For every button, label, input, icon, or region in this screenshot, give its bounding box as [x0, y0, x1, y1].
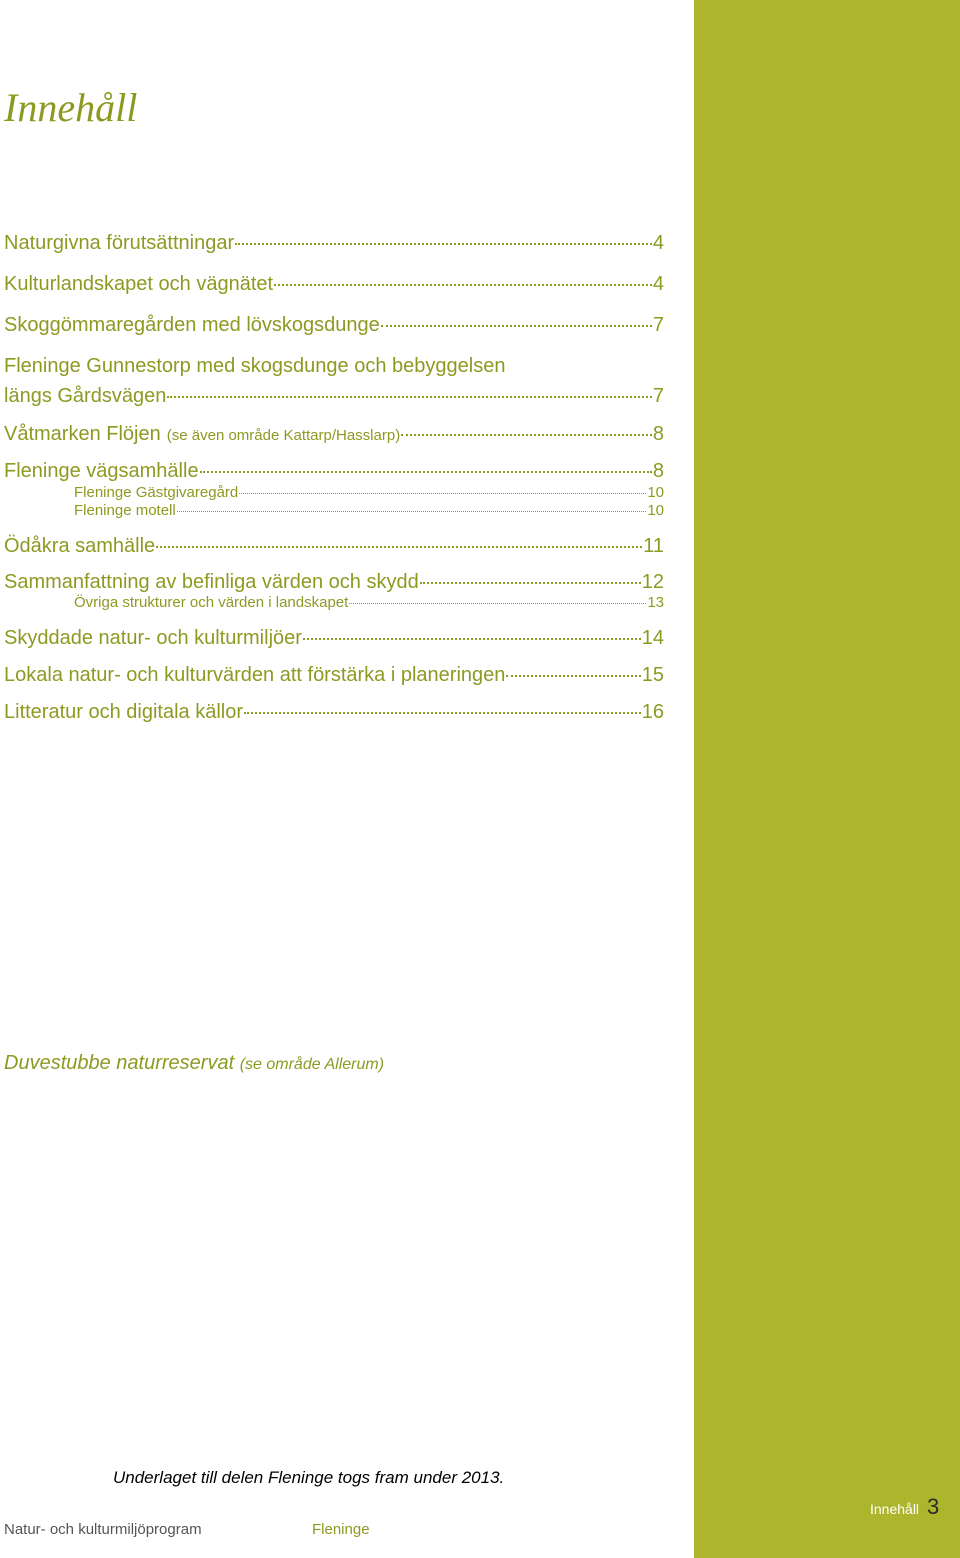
page-number: 3	[927, 1494, 940, 1519]
toc-entry-page: 11	[643, 535, 664, 557]
image-caption	[4, 1052, 384, 1075]
leader-dots	[167, 396, 652, 398]
toc-entry-title: Kulturlandskapet och vägnätet	[4, 273, 274, 295]
page-title: Innehåll	[4, 85, 138, 130]
toc-entry[interactable]	[4, 701, 664, 724]
toc-entry-page: 7	[652, 385, 664, 407]
toc-entry-page: 15	[641, 664, 664, 686]
toc-entry-title: Lokala natur- och kulturvärden att förstärka i planeringen	[4, 664, 506, 686]
toc-entry-page: 7	[652, 314, 664, 336]
sidebar-band	[694, 0, 960, 1558]
leader-dots	[239, 493, 646, 494]
toc-entry[interactable]	[4, 423, 664, 446]
toc-entry-title: längs Gårdsvägen	[4, 385, 167, 407]
footer-program: Natur- och kulturmiljöprogram	[4, 1521, 202, 1538]
toc-entry-title: Övriga strukturer och värden i landskapet	[74, 594, 349, 611]
toc-entry-title: Skoggömmaregården med lövskogsdunge	[4, 314, 380, 336]
toc-entry[interactable]	[4, 571, 664, 594]
leader-dots	[177, 511, 647, 512]
caption-note: (se område Allerum)	[239, 1056, 385, 1073]
toc-entry-page: 13	[647, 594, 664, 611]
leader-dots	[200, 471, 652, 473]
caption-main: Duvestubbe naturreservat	[4, 1052, 235, 1074]
leader-dots	[349, 603, 646, 604]
toc-entry[interactable]	[4, 460, 664, 483]
toc-entry-page: 12	[641, 571, 664, 593]
footer-section	[870, 1494, 939, 1520]
leader-dots	[303, 638, 641, 640]
toc-entry[interactable]	[4, 314, 664, 337]
toc-entry[interactable]	[4, 627, 664, 650]
toc-entry-note: (se även område Kattarp/Hasslarp)	[166, 427, 401, 444]
toc-entry-page: 16	[641, 701, 664, 723]
toc-entry-page: 4	[652, 273, 664, 295]
footer-section-label: Innehåll	[870, 1501, 920, 1517]
toc-entry-page: 14	[641, 627, 664, 649]
toc-entry-title: Sammanfattning av befinliga värden och skydd	[4, 571, 419, 593]
toc-entry[interactable]	[4, 385, 664, 408]
toc-entry-title: Skyddade natur- och kulturmiljöer	[4, 627, 302, 649]
toc-entry-title: Fleninge Gästgivaregård	[74, 484, 239, 501]
toc-entry[interactable]	[4, 273, 664, 296]
toc-entry-page: 4	[652, 232, 664, 254]
toc-entry-page: 8	[652, 423, 664, 445]
toc-entry-title: Fleninge vägsamhälle	[4, 460, 199, 482]
leader-dots	[156, 546, 642, 548]
toc-entry[interactable]	[4, 664, 664, 687]
toc-entry-page: 10	[647, 502, 664, 519]
toc-entry-title: Naturgivna förutsättningar	[4, 232, 235, 254]
leader-dots	[235, 243, 652, 245]
footer-place: Fleninge	[312, 1521, 370, 1538]
toc-entry-title: Litteratur och digitala källor	[4, 701, 244, 723]
leader-dots	[420, 582, 641, 584]
toc-entry-title: Våtmarken Flöjen	[4, 423, 161, 445]
leader-dots	[244, 712, 641, 714]
toc-entry-title: Ödåkra samhälle	[4, 535, 156, 557]
toc-entry[interactable]	[4, 535, 664, 558]
leader-dots	[381, 325, 652, 327]
toc-entry-page: 8	[652, 460, 664, 482]
toc-entry-page: 10	[647, 484, 664, 501]
toc-subentry[interactable]	[74, 502, 664, 519]
leader-dots	[274, 284, 652, 286]
leader-dots	[401, 434, 652, 436]
footnote: Underlaget till delen Fleninge togs fram under 2013.	[113, 1468, 505, 1487]
toc-entry-title: Fleninge motell	[74, 502, 176, 519]
toc-entry[interactable]	[4, 232, 664, 255]
leader-dots	[506, 675, 640, 677]
toc-subentry[interactable]	[74, 484, 664, 501]
toc-entry-title-line1[interactable]: Fleninge Gunnestorp med skogsdunge och bebyggelsen	[4, 355, 506, 377]
toc-subentry[interactable]	[74, 594, 664, 611]
